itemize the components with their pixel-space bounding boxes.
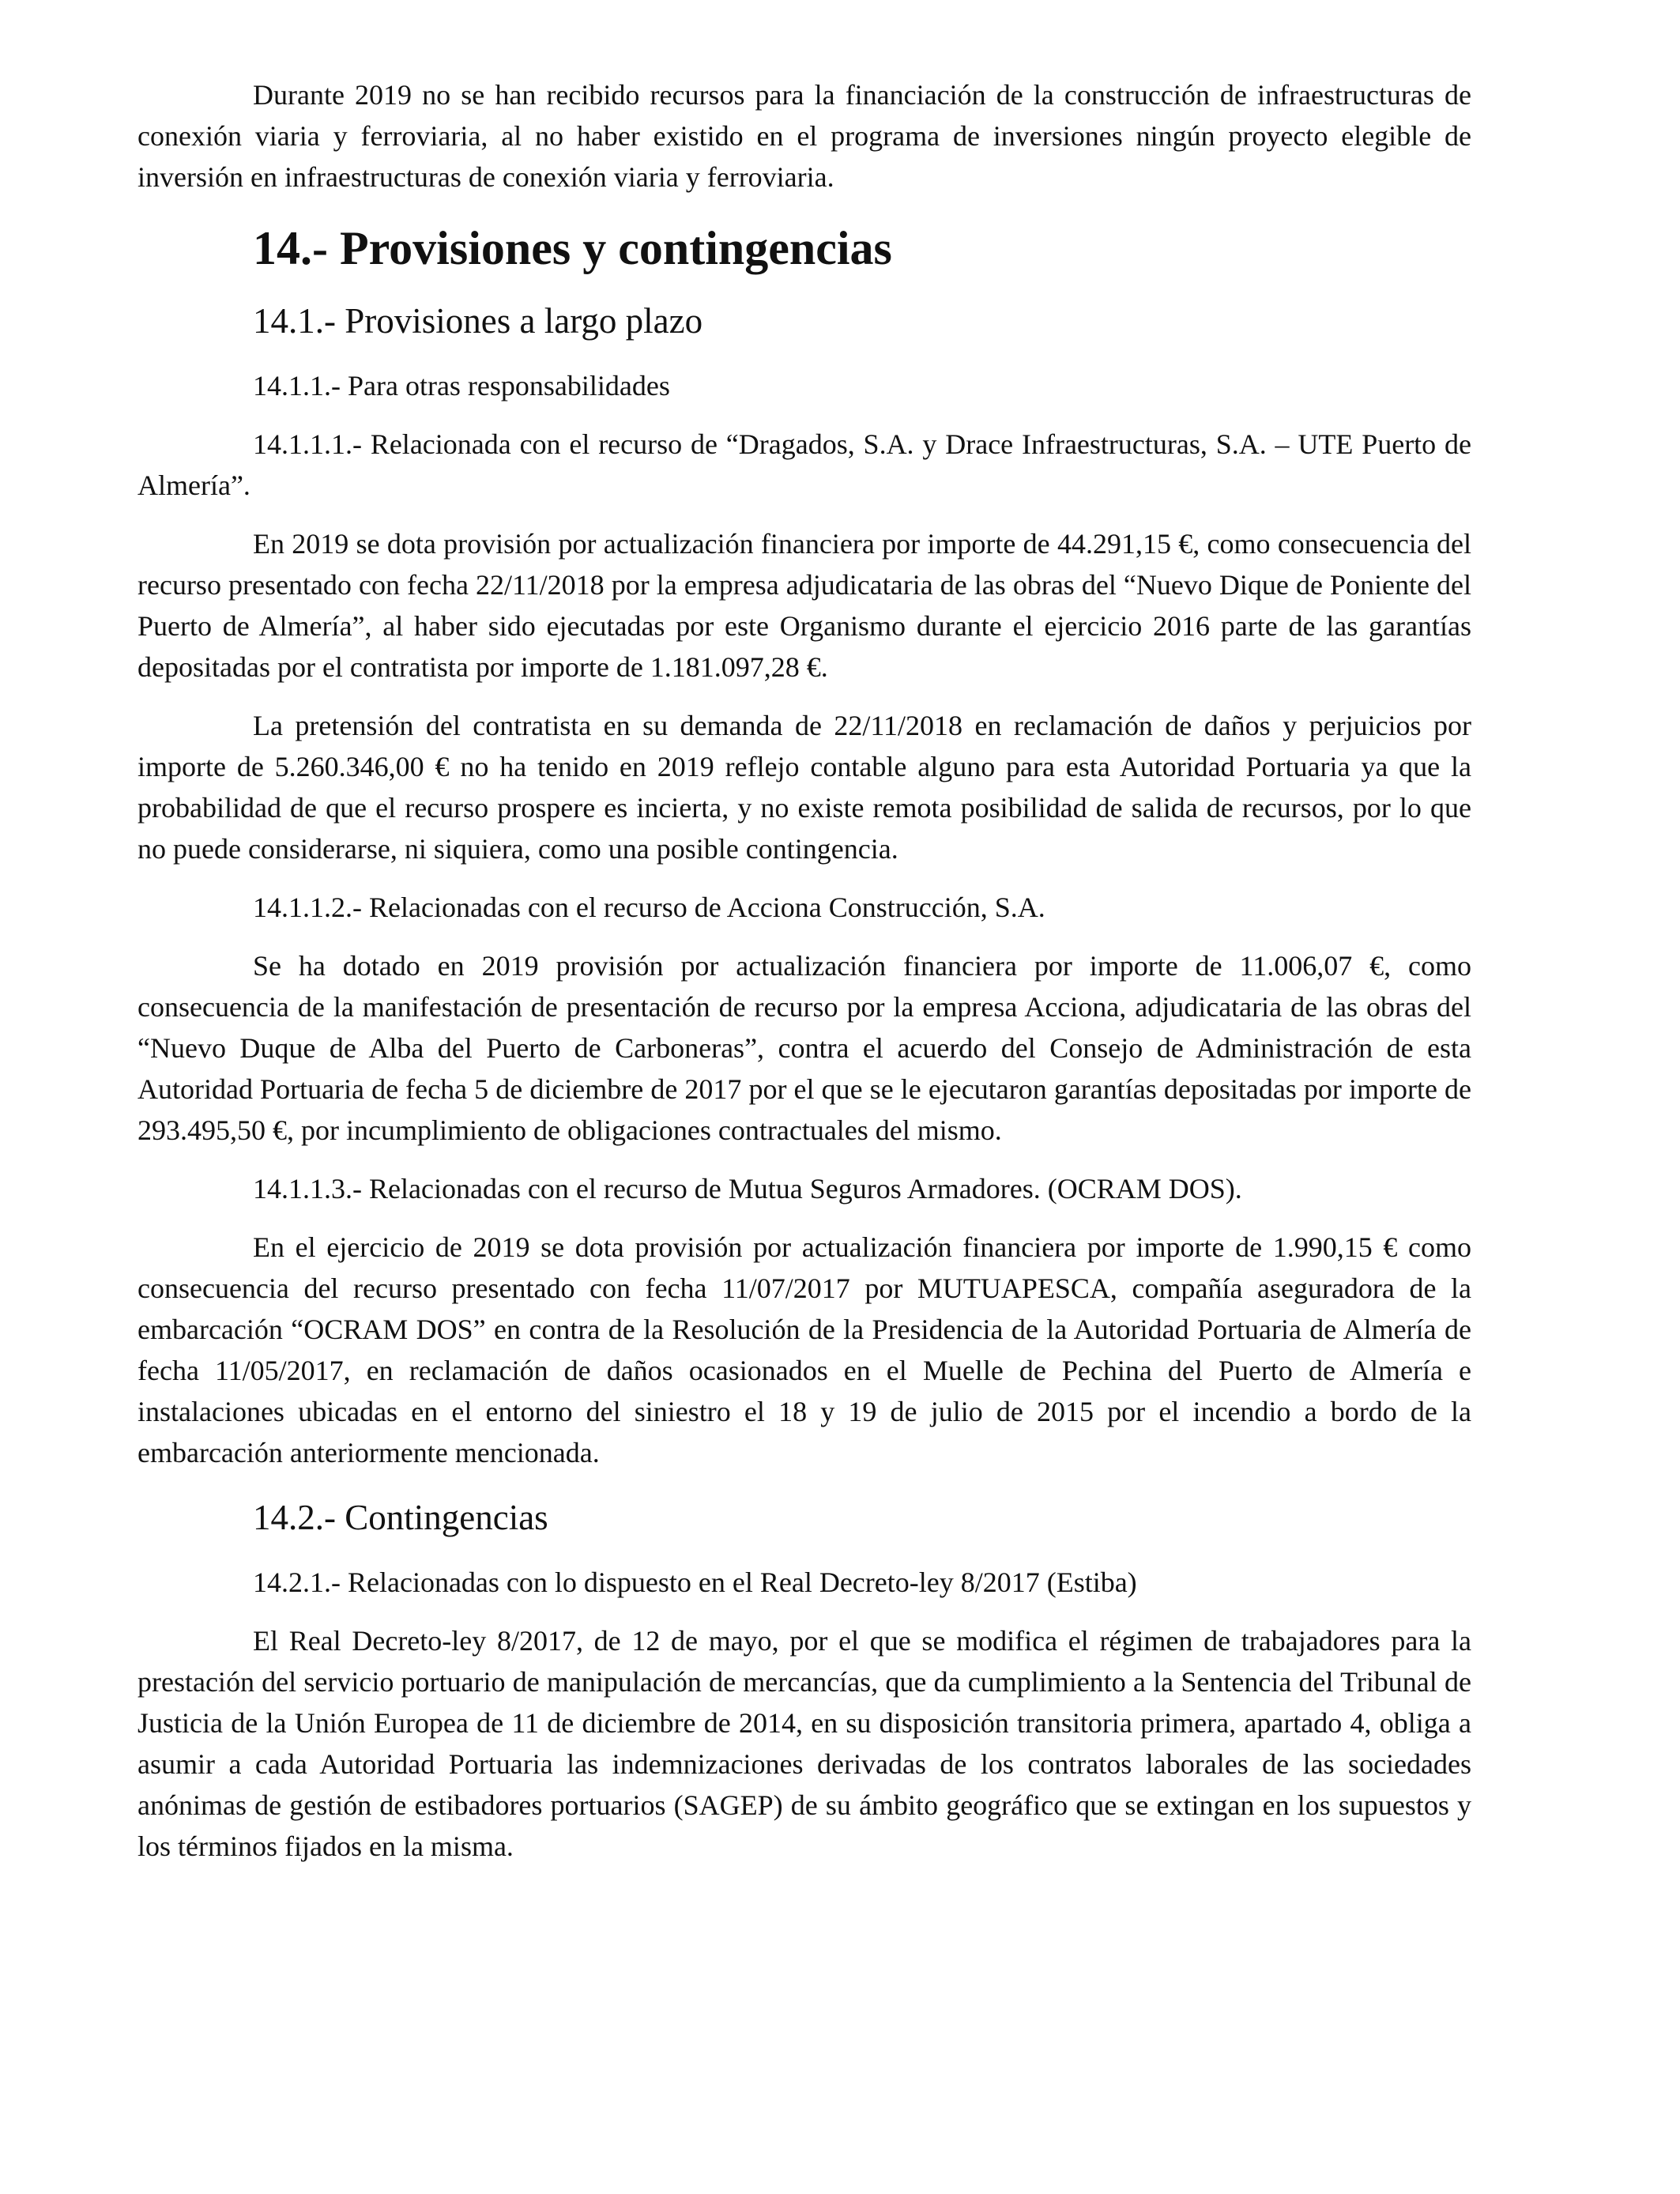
item-14-1-1-3-title: 14.1.1.3.- Relacionadas con el recurso de Mutua Seguros Armadores. (OCRAM DOS). xyxy=(253,1173,1242,1204)
item-14-1-1-1-title: 14.1.1.1.- Relacionada con el recurso de “Dragados, S.A. y Drace Infraestructuras, S.A. – UTE Puerto de Almería”. xyxy=(137,428,1471,501)
section-14-title: 14.- Provisiones y contingencias xyxy=(253,222,892,274)
section-14-1-title: 14.1.- Provisiones a largo plazo xyxy=(253,301,703,341)
section-14-2-title: 14.2.- Contingencias xyxy=(253,1498,548,1537)
item-14-1-1-2-title: 14.1.1.2.- Relacionadas con el recurso de Acciona Construcción, S.A. xyxy=(253,892,1045,923)
item-14-1-1-1-paragraph-2: La pretensión del contratista en su demanda de 22/11/2018 en reclamación de daños y perjuicios por importe de 5.260.346,00 € no ha tenido en 2019 reflejo contable alguno para esta Autoridad Portuaria ya que la probabilidad de que el recurso prospere es incierta, y no existe remota posibilidad de salida de recursos, por lo que no puede considerarse, ni siquiera, como una posible contingencia. xyxy=(137,710,1471,865)
section-14-2-1-title: 14.2.1.- Relacionadas con lo dispuesto en el Real Decreto-ley 8/2017 (Estiba) xyxy=(253,1566,1137,1598)
section-14-1-1-title: 14.1.1.- Para otras responsabilidades xyxy=(253,370,670,401)
item-14-1-1-1-paragraph-1: En 2019 se dota provisión por actualización financiera por importe de 44.291,15 €, como consecuencia del recurso presentado con fecha 22/11/2018 por la empresa adjudicataria de las obras del “Nuevo Dique de Poniente del Puerto de Almería”, al haber sido ejecutadas por este Organismo durante el ejercicio 2016 parte de las garantías depositadas por el contratista por importe de 1.181.097,28 €. xyxy=(137,528,1471,683)
item-14-1-1-3-paragraph: En el ejercicio de 2019 se dota provisión por actualización financiera por importe de 1.990,15 € como consecuencia del recurso presentado con fecha 11/07/2017 por MUTUAPESCA, compañía aseguradora de la embarcación “OCRAM DOS” en contra de la Resolución de la Presidencia de la Autoridad Portuaria de Almería de fecha 11/05/2017, en reclamación de daños ocasionados en el Muelle de Pechina del Puerto de Almería e instalaciones ubicadas en el entorno del siniestro el 18 y 19 de julio de 2015 por el incendio a bordo de la embarcación anteriormente mencionada. xyxy=(137,1231,1471,1468)
item-14-1-1-2-paragraph: Se ha dotado en 2019 provisión por actualización financiera por importe de 11.006,07 €, como consecuencia de la manifestación de presentación de recurso por la empresa Acciona, adjudicataria de las obras del “Nuevo Duque de Alba del Puerto de Carboneras”, contra el acuerdo del Consejo de Administración de esta Autoridad Portuaria de fecha 5 de diciembre de 2017 por el que se le ejecutaron garantías depositadas por importe de 293.495,50 €, por incumplimiento de obligaciones contractuales del mismo. xyxy=(137,950,1471,1146)
document-body xyxy=(137,74,1471,1867)
section-14-2-1-paragraph: El Real Decreto-ley 8/2017, de 12 de mayo, por el que se modifica el régimen de trabajadores para la prestación del servicio portuario de manipulación de mercancías, que da cumplimiento a la Sentencia del Tribunal de Justicia de la Unión Europea de 11 de diciembre de 2014, en su disposición transitoria primera, apartado 4, obliga a asumir a cada Autoridad Portuaria las indemnizaciones derivadas de los contratos laborales de las sociedades anónimas de gestión de estibadores portuarios (SAGEP) de su ámbito geográfico que se extingan en los supuestos y los términos fijados en la misma. xyxy=(137,1625,1471,1862)
intro-paragraph: Durante 2019 no se han recibido recursos para la financiación de la construcción de infraestructuras de conexión viaria y ferroviaria, al no haber existido en el programa de inversiones ningún proyecto elegible de inversión en infraestructuras de conexión viaria y ferroviaria. xyxy=(137,79,1471,193)
